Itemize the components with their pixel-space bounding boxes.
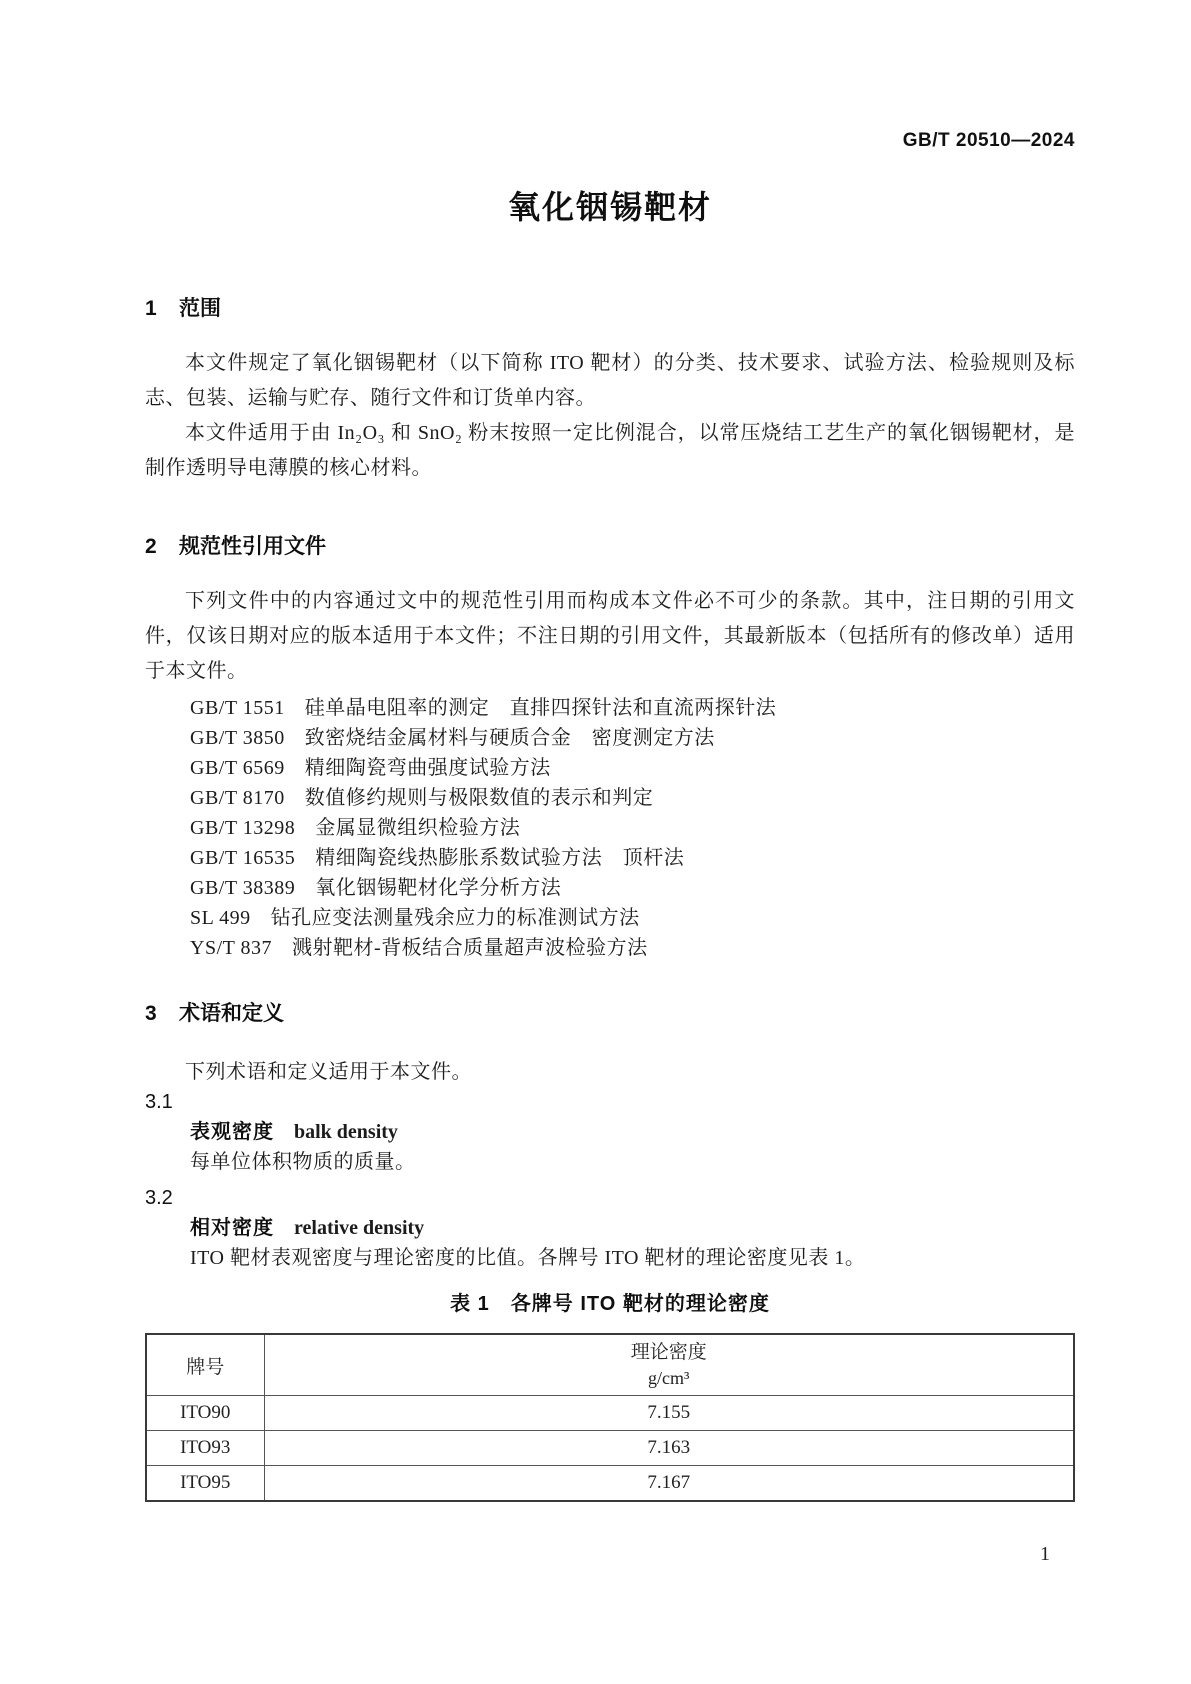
grade-cell: ITO93 — [146, 1431, 264, 1466]
reference-item — [190, 693, 1075, 723]
table-row — [146, 1431, 1074, 1466]
grade-cell: ITO95 — [146, 1466, 264, 1502]
section-3-number: 3 — [145, 1002, 157, 1025]
terms-intro: 下列术语和定义适用于本文件。 — [185, 1061, 472, 1083]
column-header-density — [264, 1334, 1074, 1396]
term-number: 3.2 — [145, 1187, 173, 1209]
density-header-label: 理论密度 — [630, 1342, 707, 1363]
term-name-zh: 相对密度 — [190, 1217, 274, 1239]
reference-item — [190, 933, 1075, 963]
density-cell: 7.167 — [264, 1466, 1074, 1502]
page-content — [145, 0, 1075, 1502]
section-2-heading — [145, 532, 1075, 562]
section-3-title: 术语和定义 — [179, 1002, 284, 1025]
reference-code: SL 499 — [190, 907, 251, 929]
document-title: 氧化铟锡靶材 — [507, 189, 712, 225]
reference-code: GB/T 1551 — [190, 697, 285, 719]
term-definition: 每单位体积物质的质量。 — [190, 1151, 416, 1173]
reference-title: 溅射靶材-背板结合质量超声波检验方法 — [291, 937, 648, 959]
table-row — [146, 1466, 1074, 1502]
term-entry — [145, 1087, 1075, 1177]
reference-title: 硅单晶电阻率的测定 直排四探针法和直流两探针法 — [304, 697, 777, 719]
reference-item — [190, 903, 1075, 933]
section-2-paragraph: 下列文件中的内容通过文中的规范性引用而构成本文件必不可少的条款。其中，注日期的引用文件，仅该日期对应的版本适用于本文件；不注日期的引用文件，其最新版本（包括所有的修改单）适用于本文件。 — [145, 590, 1075, 682]
reference-code: GB/T 8170 — [190, 787, 285, 809]
grade-cell: ITO90 — [146, 1396, 264, 1431]
table-header-row — [146, 1334, 1074, 1396]
reference-title: 数值修约规则与极限数值的表示和判定 — [304, 787, 654, 809]
reference-title: 氧化铟锡靶材化学分析方法 — [315, 877, 562, 899]
reference-item — [190, 723, 1075, 753]
reference-title: 精细陶瓷线热膨胀系数试验方法 顶杆法 — [315, 847, 685, 869]
theoretical-density-table — [145, 1333, 1075, 1502]
term-name-en: balk density — [294, 1121, 398, 1143]
reference-code: GB/T 16535 — [190, 847, 296, 869]
table-caption: 表 1 各牌号 ITO 靶材的理论密度 — [450, 1293, 770, 1315]
term-heading — [190, 1213, 1075, 1243]
reference-item — [190, 813, 1075, 843]
section-1-number: 1 — [145, 297, 157, 320]
section-1-paragraph-2: 本文件适用于由 In₂O₃ 和 SnO₂ 粉末按照一定比例混合，以常压烧结工艺生产的氧化铟锡靶材，是制作透明导电薄膜的核心材料。 — [145, 422, 1075, 479]
standard-number: GB/T 20510—2024 — [902, 130, 1075, 151]
normative-references-list — [145, 693, 1075, 963]
term-number: 3.1 — [145, 1091, 173, 1113]
reference-code: YS/T 837 — [190, 937, 272, 959]
density-cell: 7.155 — [264, 1396, 1074, 1431]
reference-title: 钻孔应变法测量残余应力的标准测试方法 — [270, 907, 640, 929]
reference-item — [190, 783, 1075, 813]
reference-code: GB/T 13298 — [190, 817, 296, 839]
reference-code: GB/T 3850 — [190, 727, 285, 749]
reference-item — [190, 843, 1075, 873]
section-2-number: 2 — [145, 535, 157, 558]
section-3-heading — [145, 999, 1075, 1029]
page-number: 1 — [1040, 1543, 1050, 1565]
term-definition: ITO 靶材表观密度与理论密度的比值。各牌号 ITO 靶材的理论密度见表 1。 — [190, 1247, 866, 1269]
reference-title: 致密烧结金属材料与硬质合金 密度测定方法 — [304, 727, 715, 749]
column-header-grade: 牌号 — [146, 1334, 264, 1396]
section-1-paragraph-1: 本文件规定了氧化铟锡靶材（以下简称 ITO 靶材）的分类、技术要求、试验方法、检验规则及标志、包装、运输与贮存、随行文件和订货单内容。 — [145, 352, 1075, 409]
density-cell: 7.163 — [264, 1431, 1074, 1466]
term-name-zh: 表观密度 — [190, 1121, 274, 1143]
term-name-en: relative density — [294, 1217, 425, 1239]
section-2-title: 规范性引用文件 — [179, 535, 326, 558]
density-header-unit: g/cm³ — [648, 1368, 690, 1388]
section-1-title: 范围 — [179, 297, 221, 320]
reference-code: GB/T 6569 — [190, 757, 285, 779]
section-1-heading — [145, 294, 1075, 324]
table-row — [146, 1396, 1074, 1431]
reference-title: 金属显微组织检验方法 — [315, 817, 521, 839]
reference-item — [190, 873, 1075, 903]
term-heading — [190, 1117, 1075, 1147]
reference-code: GB/T 38389 — [190, 877, 296, 899]
reference-item — [190, 753, 1075, 783]
term-entry — [145, 1183, 1075, 1273]
reference-title: 精细陶瓷弯曲强度试验方法 — [304, 757, 551, 779]
